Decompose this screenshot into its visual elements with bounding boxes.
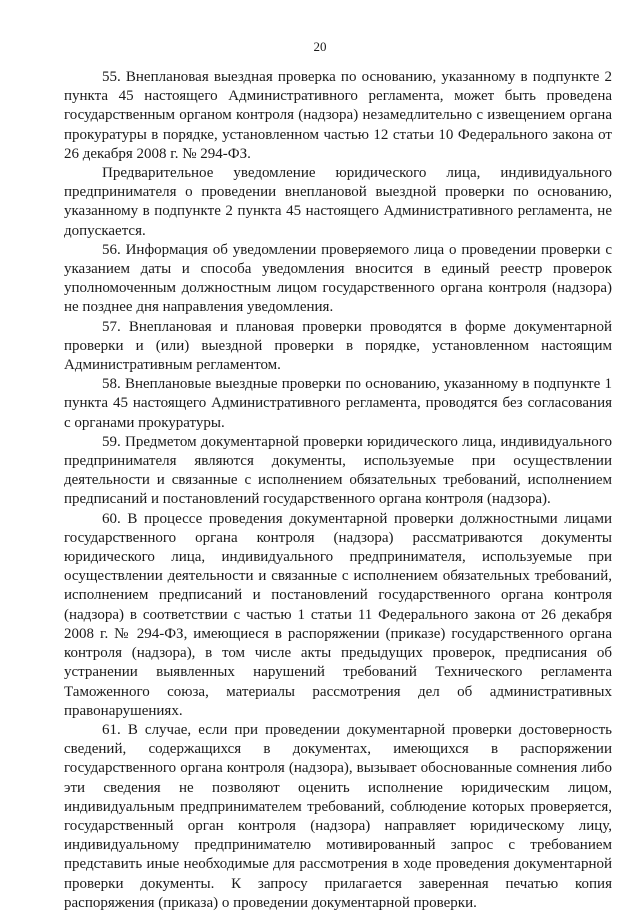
paragraph-56: 56. Информация об уведомлении проверяемого лица о проведении проверки с указанием даты и способа уведомления вносится в единый реестр проверок уполномоченным должностным лицом государственного органа контроля (надзора) не позднее дня направления уведомления. <box>64 241 612 316</box>
paragraph-61: 61. В случае, если при проведении документарной проверки достоверность сведений, содержащихся в документах, имеющихся в распоряжении государственного органа контроля (надзора), вызывает обоснованные сомнения либо эти сведения не позволяют оценить исполнение юридическим лицом, индивидуальным предпринимателем требований, соблюдение которых проверяется, государственный орган контроля (надзора) направляет юридическому лицу, индивидуальному предпринимателю мотивированный запрос с требованием представить иные необходимые для рассмотрения в ходе проведения документарной проверки документы. К запросу прилагается заверенная печатью копия распоряжения (приказа) о проведении документарной проверки. <box>64 721 612 911</box>
paragraph-59: 59. Предметом документарной проверки юридического лица, индивидуального предпринимателя являются документы, используемые при осуществлении деятельности и связанные с исполнением обязательных требований, исполнением предписаний и постановлений государственного органа контроля (надзора). <box>64 433 612 508</box>
paragraph-55-notice: Предварительное уведомление юридического лица, индивидуального предпринимателя о проведении внеплановой выездной проверки по основанию, указанному в подпункте 2 пункта 45 настоящего Административного регламента, не допускается. <box>64 165 612 239</box>
page-number: 20 <box>313 39 327 54</box>
paragraph-60: 60. В процессе проведения документарной проверки должностными лицами государственного органа контроля (надзора) рассматриваются документы юридического лица, индивидуального предпринимателя, используемые при осуществлении деятельности и связанные с исполнением обязательных требований, исполнением предписаний и постановлений государственного органа контроля (надзора) в соответствии с частью 1 статьи 11 Федерального закона от 26 декабря 2008 г. № 294-ФЗ, имеющиеся в распоряжении (приказе) государственного органа контроля (надзора), в том числе акты предыдущих проверок, предписания об устранении выявленных нарушений требований Технического регламента Таможенного союза, материалы рассмотрения дел об административных правонарушениях. <box>64 510 612 719</box>
paragraph-58: 58. Внеплановые выездные проверки по основанию, указанному в подпункте 1 пункта 45 настоящего Административного регламента, проводятся без согласования с органами прокуратуры. <box>64 376 612 431</box>
paragraph-55: 55. Внеплановая выездная проверка по основанию, указанному в подпункте 2 пункта 45 настоящего Административного регламента, может быть проведена государственным органом контроля (надзора) незамедлительно с извещением органа прокуратуры в порядке, установленном частью 12 статьи 10 Федерального закона от 26 декабря 2008 г. № 294-ФЗ. <box>64 69 612 162</box>
paragraph-57: 57. Внеплановая и плановая проверки проводятся в форме документарной проверки и (или) выездной проверки в порядке, установленном настоящим Административным регламентом. <box>64 318 612 374</box>
document-body <box>64 68 612 913</box>
